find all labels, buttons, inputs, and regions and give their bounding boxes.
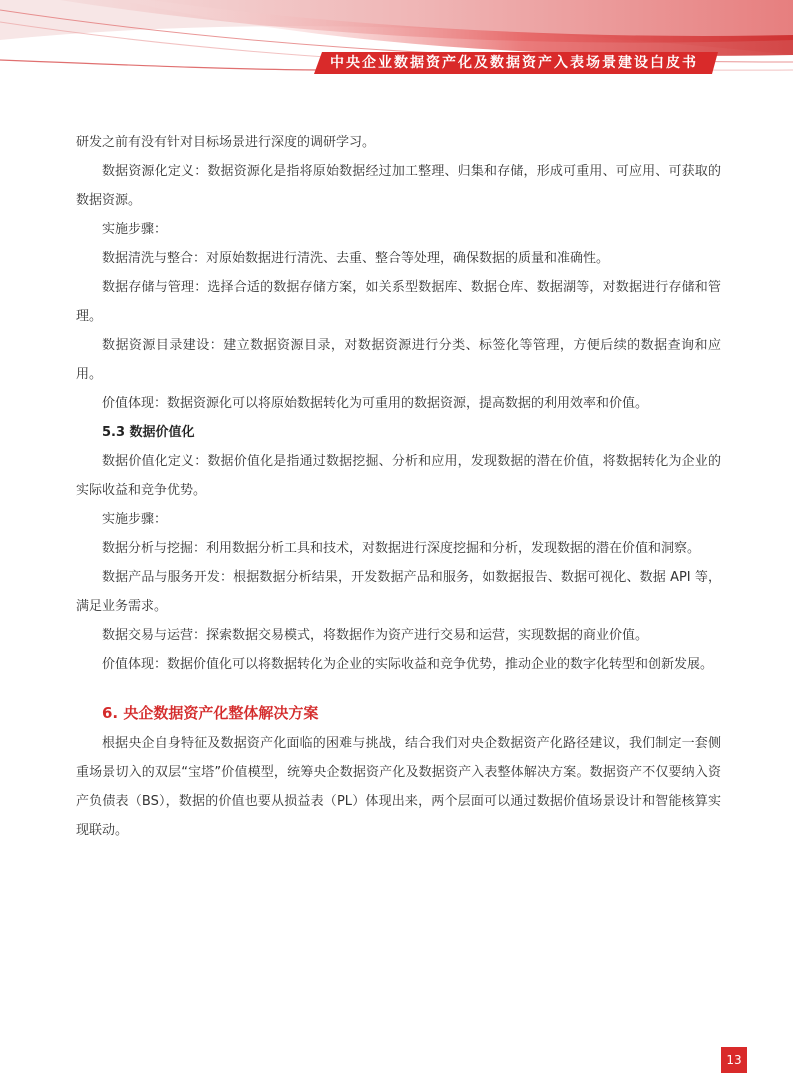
paragraph: 数据清洗与整合：对原始数据进行清洗、去重、整合等处理，确保数据的质量和准确性。 [102, 251, 610, 266]
paragraph: 数据交易与运营：探索数据交易模式，将数据作为资产进行交易和运营，实现数据的商业价值。 [102, 628, 649, 643]
paragraph: 数据价值化定义：数据价值化是指通过数据挖掘、分析和应用，发现数据的潜在价值，将数据转化为企业的实际收益和竞争优势。 [76, 454, 721, 498]
paragraph: 数据产品与服务开发：根据数据分析结果，开发数据产品和服务，如数据报告、数据可视化、数据 API 等，满足业务需求。 [76, 570, 721, 614]
paragraph: 价值体现：数据价值化可以将数据转化为企业的实际收益和竞争优势，推动企业的数字化转型和创新发展。 [102, 657, 714, 672]
paragraph: 数据资源目录建设：建立数据资源目录，对数据资源进行分类、标签化等管理，方便后续的数据查询和应用。 [76, 338, 721, 382]
header-title: 中央企业数据资产化及数据资产入表场景建设白皮书 [330, 55, 698, 71]
paragraph: 数据分析与挖掘：利用数据分析工具和技术，对数据进行深度挖掘和分析，发现数据的潜在价值和洞察。 [102, 541, 701, 556]
page-number: 13 [721, 1047, 747, 1073]
paragraph: 研发之前有没有针对目标场景进行深度的调研学习。 [76, 135, 376, 150]
paragraph: 根据央企自身特征及数据资产化面临的困难与挑战，结合我们对央企数据资产化路径建议，我们制定一套侧重场景切入的双层“宝塔”价值模型，统筹央企数据资产化及数据资产入表整体解决方案。数据资产不仅要纳入资产负债表（BS），数据的价值也要从损益表（PL）体现出来，两个层面可以通过数据价值场景设计和智能核算实现联动。 [76, 736, 721, 838]
paragraph: 实施步骤： [102, 512, 168, 527]
paragraph: 实施步骤： [102, 222, 168, 237]
paragraph: 数据存储与管理：选择合适的数据存储方案，如关系型数据库、数据仓库、数据湖等，对数据进行存储和管理。 [76, 280, 721, 324]
section-heading: 6. 央企数据资产化整体解决方案 [102, 704, 319, 722]
paragraph: 数据资源化定义：数据资源化是指将原始数据经过加工整理、归集和存储，形成可重用、可应用、可获取的数据资源。 [76, 164, 721, 208]
subsection-heading: 5.3 数据价值化 [102, 425, 195, 440]
paragraph: 价值体现：数据资源化可以将原始数据转化为可重用的数据资源，提高数据的利用效率和价值。 [102, 396, 649, 411]
document-body [76, 128, 721, 845]
